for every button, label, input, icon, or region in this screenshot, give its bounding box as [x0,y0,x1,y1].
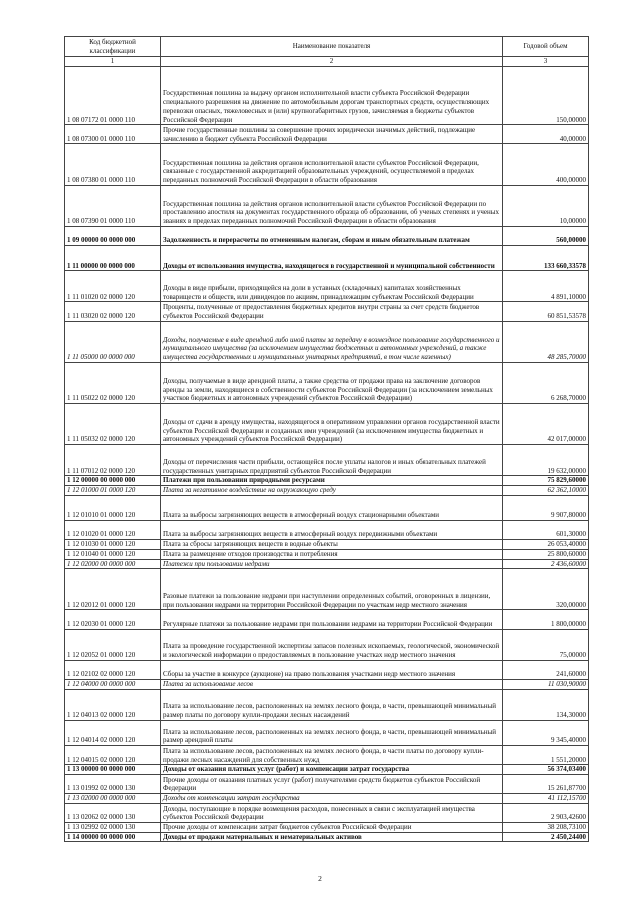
cell-code: 1 11 00000 00 0000 000 [65,246,161,271]
table-row [65,362,589,403]
cell-value: 19 632,00000 [503,445,589,476]
cell-name: Плата за использование лесов [161,680,503,690]
table-row [65,321,589,362]
table-row [65,765,589,775]
table-row [65,549,589,559]
table-row [65,403,589,444]
table-row [65,520,589,539]
cell-value: 75 829,60000 [503,476,589,486]
cell-code: 1 12 02052 01 0000 120 [65,629,161,660]
cell-code: 1 08 07172 01 0000 110 [65,67,161,125]
cell-name: Доходы, получаемые в виде арендной либо иной платы за передачу в возмездное пользование государственного и муниципального имущества (за исключением имущества бюджетных и автономных учреждений, а также имущества государственных и муниципальных унитарных предприятий, в том числе казенных) [161,321,503,362]
table-row [65,559,589,569]
table-row [65,486,589,496]
table-row [65,476,589,486]
cell-value: 1 551,20000 [503,746,589,765]
cell-value: 38 208,73100 [503,823,589,833]
cell-code: 1 08 07380 01 0000 110 [65,144,161,185]
cell-value: 560,00000 [503,226,589,245]
cell-code: 1 13 00000 00 0000 000 [65,765,161,775]
cell-name: Разовые платежи за пользование недрами при наступлении определенных событий, оговоренных в лицензии, при пользовании недрами на территории Российской Федерации по участкам недр местного значения [161,569,503,610]
cell-name: Плата за использование лесов, расположенных на землях лесного фонда, в части, превышающей минимальный размер арендной платы [161,720,503,745]
cell-value: 75,00000 [503,629,589,660]
cell-code: 1 12 02102 02 0000 120 [65,660,161,679]
cell-code: 1 12 04014 02 0000 120 [65,720,161,745]
cell-code: 1 09 00000 00 0000 000 [65,226,161,245]
cell-code: 1 08 07300 01 0000 110 [65,125,161,144]
table-row [65,226,589,245]
cell-value: 320,00000 [503,569,589,610]
cell-value: 62 362,10000 [503,486,589,496]
cell-value: 40,00000 [503,125,589,144]
cell-value: 56 374,03400 [503,765,589,775]
header-value: Годовой объем [503,37,589,57]
cell-code: 1 12 01030 01 0000 120 [65,540,161,550]
cell-code: 1 12 04015 02 0000 120 [65,746,161,765]
cell-name: Доходы, поступающие в порядке возмещения расходов, понесенных в связи с эксплуатацией имущества субъектов Российской Федерации [161,803,503,822]
cell-name: Государственная пошлина за выдачу органом исполнительной власти субъекта Российской Федерации специального разрешения на движение по автомобильным дорогам транспортных средств, осуществляющих перевозки опасных, тяжеловесных и (или) крупногабаритных грузов, зачисляемая в бюджеты субъектов Российской Федерации [161,67,503,125]
cell-name: Плата за негативное воздействие на окружающую среду [161,486,503,496]
cell-code: 1 11 05032 02 0000 120 [65,403,161,444]
cell-value: 2 436,60000 [503,559,589,569]
cell-code: 1 08 07390 01 0000 110 [65,185,161,226]
cell-name: Плата за использование лесов, расположенных на землях лесного фонда, в части, превышающей минимальный размер платы по договору купли-продажи лесных насаждений [161,689,503,720]
table-body [65,67,589,842]
cell-name: Доходы от использования имущества, находящегося в государственной и муниципальной собственности [161,246,503,271]
cell-value: 601,30000 [503,520,589,539]
table-row [65,660,589,679]
cell-code: 1 13 02062 02 0000 130 [65,803,161,822]
cell-value: 25 800,60000 [503,549,589,559]
budget-table [64,36,589,842]
cell-value: 60 851,53578 [503,302,589,321]
cell-value: 400,00000 [503,144,589,185]
table-row [65,803,589,822]
cell-value: 6 268,70000 [503,362,589,403]
table-row [65,495,589,520]
table-row [65,125,589,144]
table-row [65,302,589,321]
header-code: Код бюджетной классификации [65,37,161,57]
cell-value: 9 345,40000 [503,720,589,745]
table-row [65,629,589,660]
cell-value: 150,00000 [503,67,589,125]
cell-code: 1 11 03020 02 0000 120 [65,302,161,321]
header-num-1: 1 [65,57,161,67]
cell-name: Прочие государственные пошлины за совершение прочих юридически значимых действий, подлежащие зачислению в бюджет субъекта Российской Федерации [161,125,503,144]
cell-code: 1 12 01010 01 0000 120 [65,495,161,520]
table-row [65,794,589,804]
cell-name: Прочие доходы от оказания платных услуг (работ) получателями средств бюджетов субъектов Российской Федерации [161,774,503,793]
table-row [65,689,589,720]
cell-name: Доходы от продажи материальных и нематериальных активов [161,832,503,842]
cell-code: 1 12 00000 00 0000 000 [65,476,161,486]
page-number: 2 [318,874,322,883]
cell-name: Задолженность и перерасчеты по отмененным налогам, сборам и иным обязательным платежам [161,226,503,245]
cell-code: 1 11 05000 00 0000 000 [65,321,161,362]
table-header [65,37,589,67]
table-row [65,746,589,765]
table-row [65,569,589,610]
cell-value: 15 261,87700 [503,774,589,793]
cell-value: 26 053,40000 [503,540,589,550]
cell-value: 41 112,15700 [503,794,589,804]
cell-name: Плата за выбросы загрязняющих веществ в атмосферный воздух стационарными объектами [161,495,503,520]
table-row [65,774,589,793]
cell-value: 48 285,70000 [503,321,589,362]
cell-value: 2 450,24400 [503,832,589,842]
cell-value: 4 891,10000 [503,271,589,302]
cell-value: 10,00000 [503,185,589,226]
cell-name: Регулярные платежи за пользование недрами при пользовании недрами на территории Российской Федерации [161,610,503,629]
header-num-2: 2 [161,57,503,67]
cell-name: Государственная пошлина за действия органов исполнительной власти субъектов Российской Федерации, связанные с государственной аккредитацией образовательных учреждений, осуществляемой в пределах переданных полномочий Российской Федерации в области образования [161,144,503,185]
table-row [65,185,589,226]
cell-code: 1 12 01040 01 0000 120 [65,549,161,559]
cell-name: Проценты, полученные от предоставления бюджетных кредитов внутри страны за счет средств бюджетов субъектов Российской Федерации [161,302,503,321]
cell-value: 241,60000 [503,660,589,679]
cell-name: Платежи при пользовании недрами [161,559,503,569]
cell-name: Доходы от компенсации затрат государства [161,794,503,804]
cell-value: 1 800,00000 [503,610,589,629]
cell-value: 11 030,90000 [503,680,589,690]
cell-name: Доходы от сдачи в аренду имущества, находящегося в оперативном управлении органов государственной власти субъектов Российской Федерации и созданных ими учреждений (за исключением имущества бюджетных и автономных учреждений субъектов Российской Федерации) [161,403,503,444]
cell-name: Плата за использование лесов, расположенных на землях лесного фонда, в части платы по договору купли-продажи лесных насаждений для собственных нужд [161,746,503,765]
cell-value: 9 907,80000 [503,495,589,520]
cell-code: 1 11 07012 02 0000 120 [65,445,161,476]
cell-code: 1 12 02012 01 0000 120 [65,569,161,610]
cell-name: Плата за проведение государственной экспертизы запасов полезных ископаемых, геологической, экономической и экологической информации о предоставляемых в пользование участках недр местного значения [161,629,503,660]
table-row [65,540,589,550]
cell-value: 42 017,00000 [503,403,589,444]
cell-name: Доходы от перечисления части прибыли, остающейся после уплаты налогов и иных обязательных платежей государственных унитарных предприятий субъектов Российской Федерации [161,445,503,476]
cell-code: 1 13 01992 02 0000 130 [65,774,161,793]
cell-name: Плата за размещение отходов производства и потребления [161,549,503,559]
cell-code: 1 12 04000 00 0000 000 [65,680,161,690]
cell-code: 1 11 05022 02 0000 120 [65,362,161,403]
table-row [65,720,589,745]
table-row [65,144,589,185]
cell-name: Доходы в виде прибыли, приходящейся на доли в уставных (складочных) капиталах хозяйственных товариществ и обществ, или дивидендов по акциям, принадлежащим субъектам Российской Федерации [161,271,503,302]
cell-name: Платежи при пользовании природными ресурсами [161,476,503,486]
cell-code: 1 12 02000 00 0000 000 [65,559,161,569]
table-row [65,246,589,271]
cell-name: Плата за выбросы загрязняющих веществ в атмосферный воздух передвижными объектами [161,520,503,539]
cell-name: Государственная пошлина за действия органов исполнительной власти субъектов Российской Федерации по проставлению апостиля на документах государственного образца об образовании, об ученых степенях и ученых званиях в пределах переданных полномочий Российской Федерации в области образования [161,185,503,226]
table-row [65,271,589,302]
cell-code: 1 13 02000 00 0000 000 [65,794,161,804]
cell-name: Доходы от оказания платных услуг (работ) и компенсации затрат государства [161,765,503,775]
cell-code: 1 12 01000 01 0000 120 [65,486,161,496]
table-row [65,610,589,629]
cell-code: 1 11 01020 02 0000 120 [65,271,161,302]
cell-name: Плата за сбросы загрязняющих веществ в водные объекты [161,540,503,550]
cell-name: Прочие доходы от компенсации затрат бюджетов субъектов Российской Федерации [161,823,503,833]
cell-code: 1 12 02030 01 0000 120 [65,610,161,629]
cell-name: Доходы, получаемые в виде арендной платы, а также средства от продажи права на заключение договоров аренды за земли, находящиеся в собственности субъектов Российской Федерации (за исключением земельных участков бюджетных и автономных учреждений субъектов Российской Федерации) [161,362,503,403]
table-row [65,823,589,833]
cell-value: 133 660,33578 [503,246,589,271]
table-row [65,832,589,842]
cell-code: 1 12 01020 01 0000 120 [65,520,161,539]
cell-code: 1 13 02992 02 0000 130 [65,823,161,833]
cell-value: 2 903,42600 [503,803,589,822]
cell-code: 1 14 00000 00 0000 000 [65,832,161,842]
header-name: Наименование показателя [161,37,503,57]
header-num-3: 3 [503,57,589,67]
cell-name: Сборы за участие в конкурсе (аукционе) на право пользования участками недр местного значения [161,660,503,679]
cell-code: 1 12 04013 02 0000 120 [65,689,161,720]
table-row [65,445,589,476]
cell-value: 134,30000 [503,689,589,720]
table-row [65,67,589,125]
table-row [65,680,589,690]
